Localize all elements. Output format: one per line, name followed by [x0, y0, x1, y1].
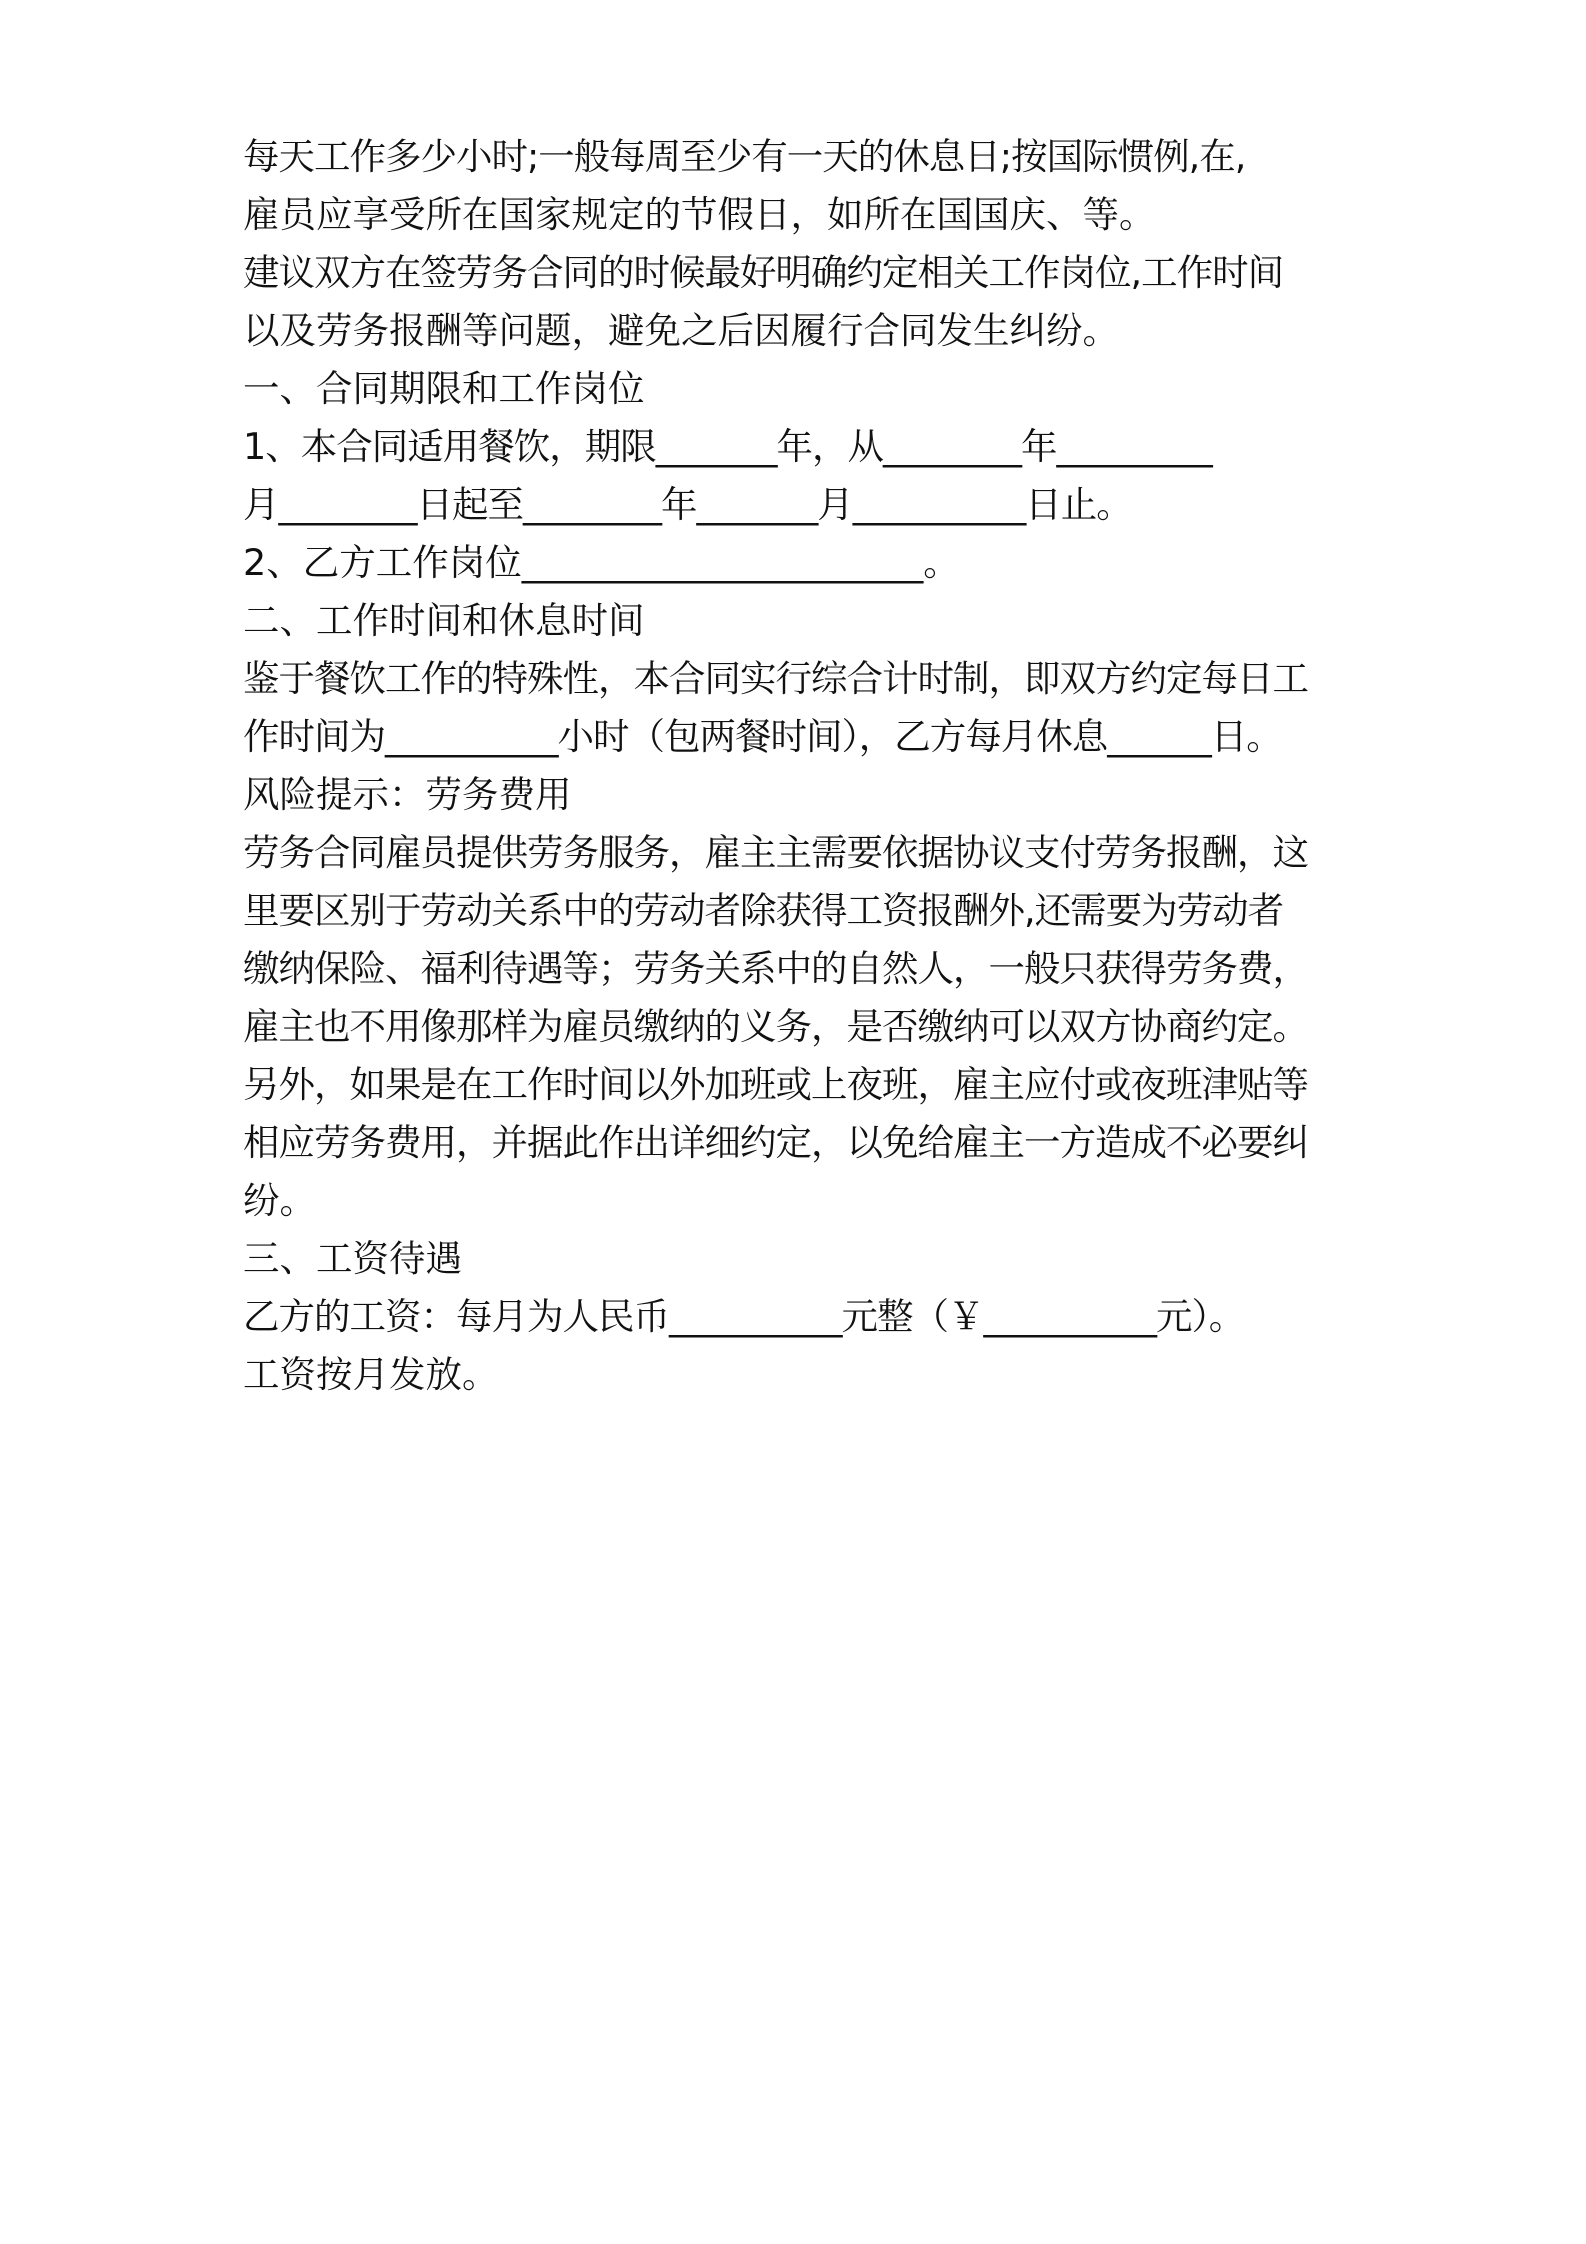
paragraph-line: 作时间为__________小时（包两餐时间），乙方每月休息______日。: [243, 715, 1282, 758]
paragraph-line: 1、本合同适用餐饮，期限_______年，从________年_________: [243, 425, 1212, 468]
paragraph-line: 工资按月发放。: [243, 1353, 499, 1396]
paragraph-line: 另外，如果是在工作时间以外加班或上夜班，雇主应付或夜班津贴等: [243, 1063, 1308, 1106]
paragraph-line: 鉴于餐饮工作的特殊性，本合同实行综合计时制，即双方约定每日工: [243, 657, 1308, 700]
section-heading: 三、工资待遇: [243, 1237, 462, 1280]
risk-note-heading: 风险提示：劳务费用: [243, 773, 572, 816]
section-heading: 一、合同期限和工作岗位: [243, 367, 645, 410]
section-heading: 二、工作时间和休息时间: [243, 599, 645, 642]
paragraph-line: 里要区别于劳动关系中的劳动者除获得工资报酬外,还需要为劳动者: [243, 889, 1284, 932]
paragraph-line: 劳务合同雇员提供劳务服务，雇主主需要依据协议支付劳务报酬，这: [243, 831, 1308, 874]
paragraph-line: 相应劳务费用，并据此作出详细约定，以免给雇主一方造成不必要纠: [243, 1121, 1308, 1164]
paragraph-line: 纷。: [243, 1179, 316, 1222]
paragraph-line: 雇主也不用像那样为雇员缴纳的义务，是否缴纳可以双方协商约定。: [243, 1005, 1308, 1048]
paragraph-line: 乙方的工资：每月为人民币__________元整（￥__________元）。: [243, 1295, 1245, 1338]
paragraph-line: 月________日起至________年_______月__________日止。: [243, 483, 1132, 526]
paragraph-line: 建议双方在签劳务合同的时候最好明确约定相关工作岗位,工作时间: [243, 251, 1284, 294]
paragraph-line: 雇员应享受所在国家规定的节假日，如所在国国庆、等。: [243, 193, 1156, 236]
paragraph-line: 每天工作多少小时;一般每周至少有一天的休息日;按国际惯例,在,: [243, 135, 1246, 178]
paragraph-line: 以及劳务报酬等问题，避免之后因履行合同发生纠纷。: [243, 309, 1119, 352]
paragraph-line: 缴纳保险、福利待遇等；劳务关系中的自然人，一般只获得劳务费，: [243, 947, 1308, 990]
paragraph-line: 2、乙方工作岗位______________________。: [243, 541, 960, 584]
